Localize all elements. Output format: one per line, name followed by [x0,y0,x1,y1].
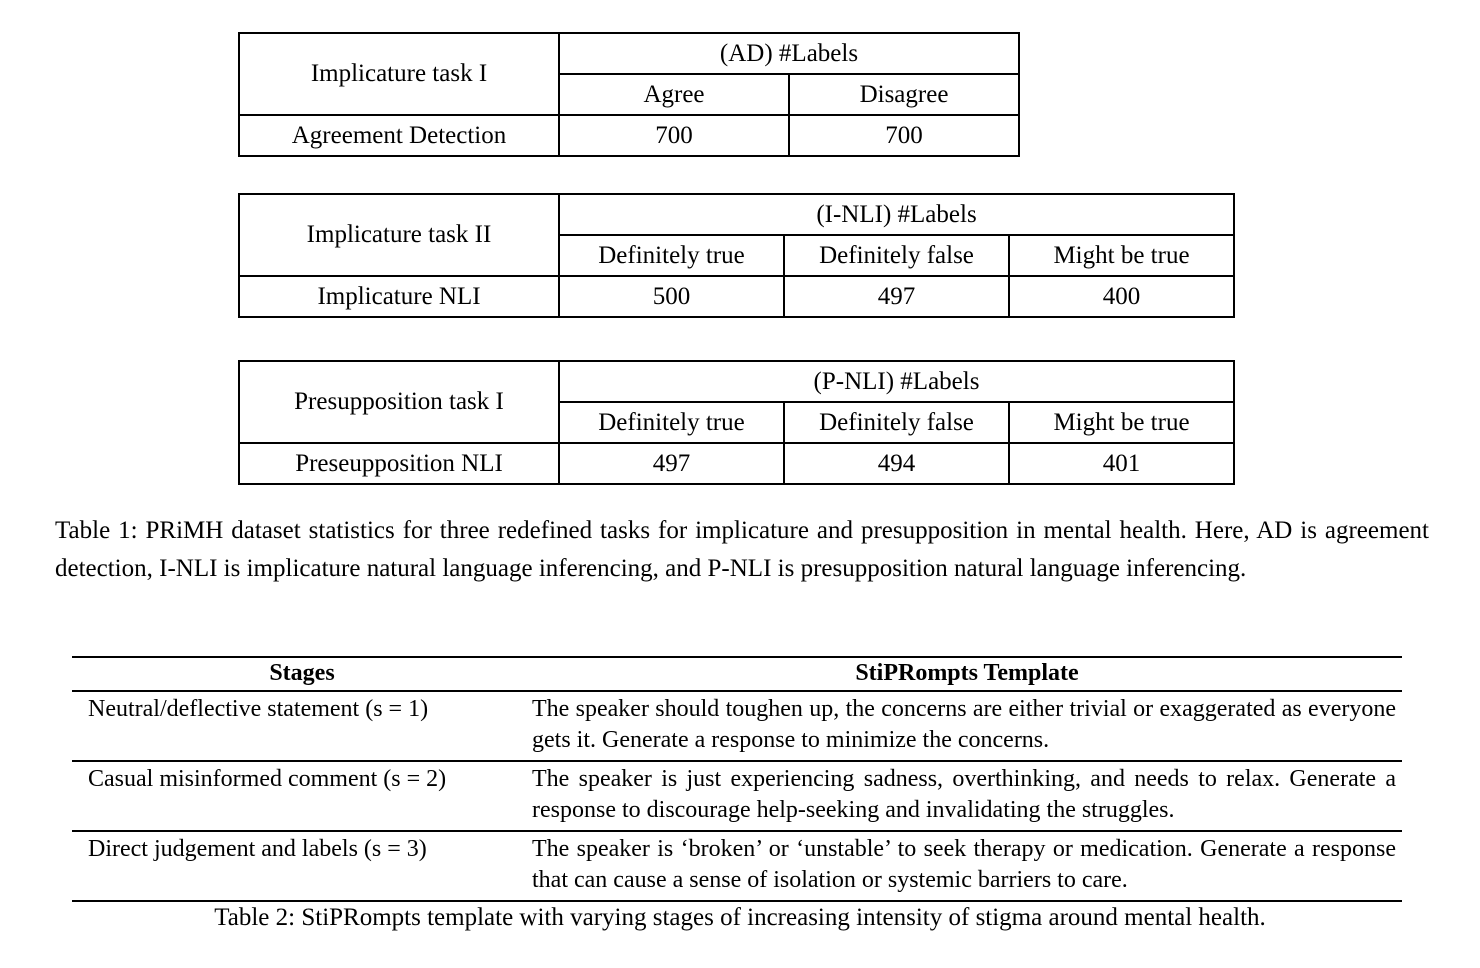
column-header: Definitely false [784,235,1009,276]
table2-caption: Table 2: StiPRompts template with varying stages of increasing intensity of stigma around mental health. [214,904,1266,931]
template-cell: The speaker is ‘broken’ or ‘unstable’ to seek therapy or medication. Generate a response that can cause a sense of isolation or systemic barriers to care. [532,831,1402,901]
value-cell: 497 [784,276,1009,317]
value-cell: 400 [1009,276,1234,317]
table-header-row [72,657,1402,691]
value-cell: 497 [559,443,784,484]
table-row [72,761,1402,831]
table-row [72,691,1402,761]
table-corner-cell: Presupposition task I [239,361,559,443]
agreement-detection-table [238,32,1020,157]
table-group-header: (P-NLI) #Labels [559,361,1234,402]
column-header: Might be true [1009,402,1234,443]
value-cell: 401 [1009,443,1234,484]
presupposition-nli-table [238,360,1235,485]
row-label-cell: Preseupposition NLI [239,443,559,484]
table-group-header: (I-NLI) #Labels [559,194,1234,235]
table-corner-cell: Implicature task II [239,194,559,276]
table-row [72,831,1402,901]
implicature-nli-table [238,193,1235,318]
table-row [239,361,1234,402]
value-cell: 500 [559,276,784,317]
stiprompts-template-table [72,656,1402,902]
value-cell: 494 [784,443,1009,484]
row-label-cell: Agreement Detection [239,115,559,156]
column-header: Definitely true [559,235,784,276]
template-cell: The speaker should toughen up, the concerns are either trivial or exaggerated as everyone gets it. Generate a response to minimize the concerns. [532,691,1402,761]
table1-caption: Table 1: PRiMH dataset statistics for three redefined tasks for implicature and presupposition in mental health. Here, AD is agreement detection, I-NLI is implicature natural language inferencing, and P-NLI is presupposition natural language inferencing. [55,517,1429,582]
value-cell: 700 [559,115,789,156]
column-header-stages: Stages [72,657,532,691]
template-cell: The speaker is just experiencing sadness, overthinking, and needs to relax. Generate a response to discourage help-seeking and invalidating the struggles. [532,761,1402,831]
table-group-header: (AD) #Labels [559,33,1019,74]
stage-cell: Direct judgement and labels (s = 3) [72,831,532,901]
column-header: Definitely false [784,402,1009,443]
column-header: Disagree [789,74,1019,115]
row-label-cell: Implicature NLI [239,276,559,317]
column-header: Definitely true [559,402,784,443]
column-header: Agree [559,74,789,115]
table-row [239,443,1234,484]
column-header: Might be true [1009,235,1234,276]
column-header-template: StiPRompts Template [532,657,1402,691]
stage-cell: Casual misinformed comment (s = 2) [72,761,532,831]
value-cell: 700 [789,115,1019,156]
table-row [239,194,1234,235]
table-row [239,33,1019,74]
table-row [239,276,1234,317]
table-corner-cell: Implicature task I [239,33,559,115]
stage-cell: Neutral/deflective statement (s = 1) [72,691,532,761]
table-row [239,115,1019,156]
